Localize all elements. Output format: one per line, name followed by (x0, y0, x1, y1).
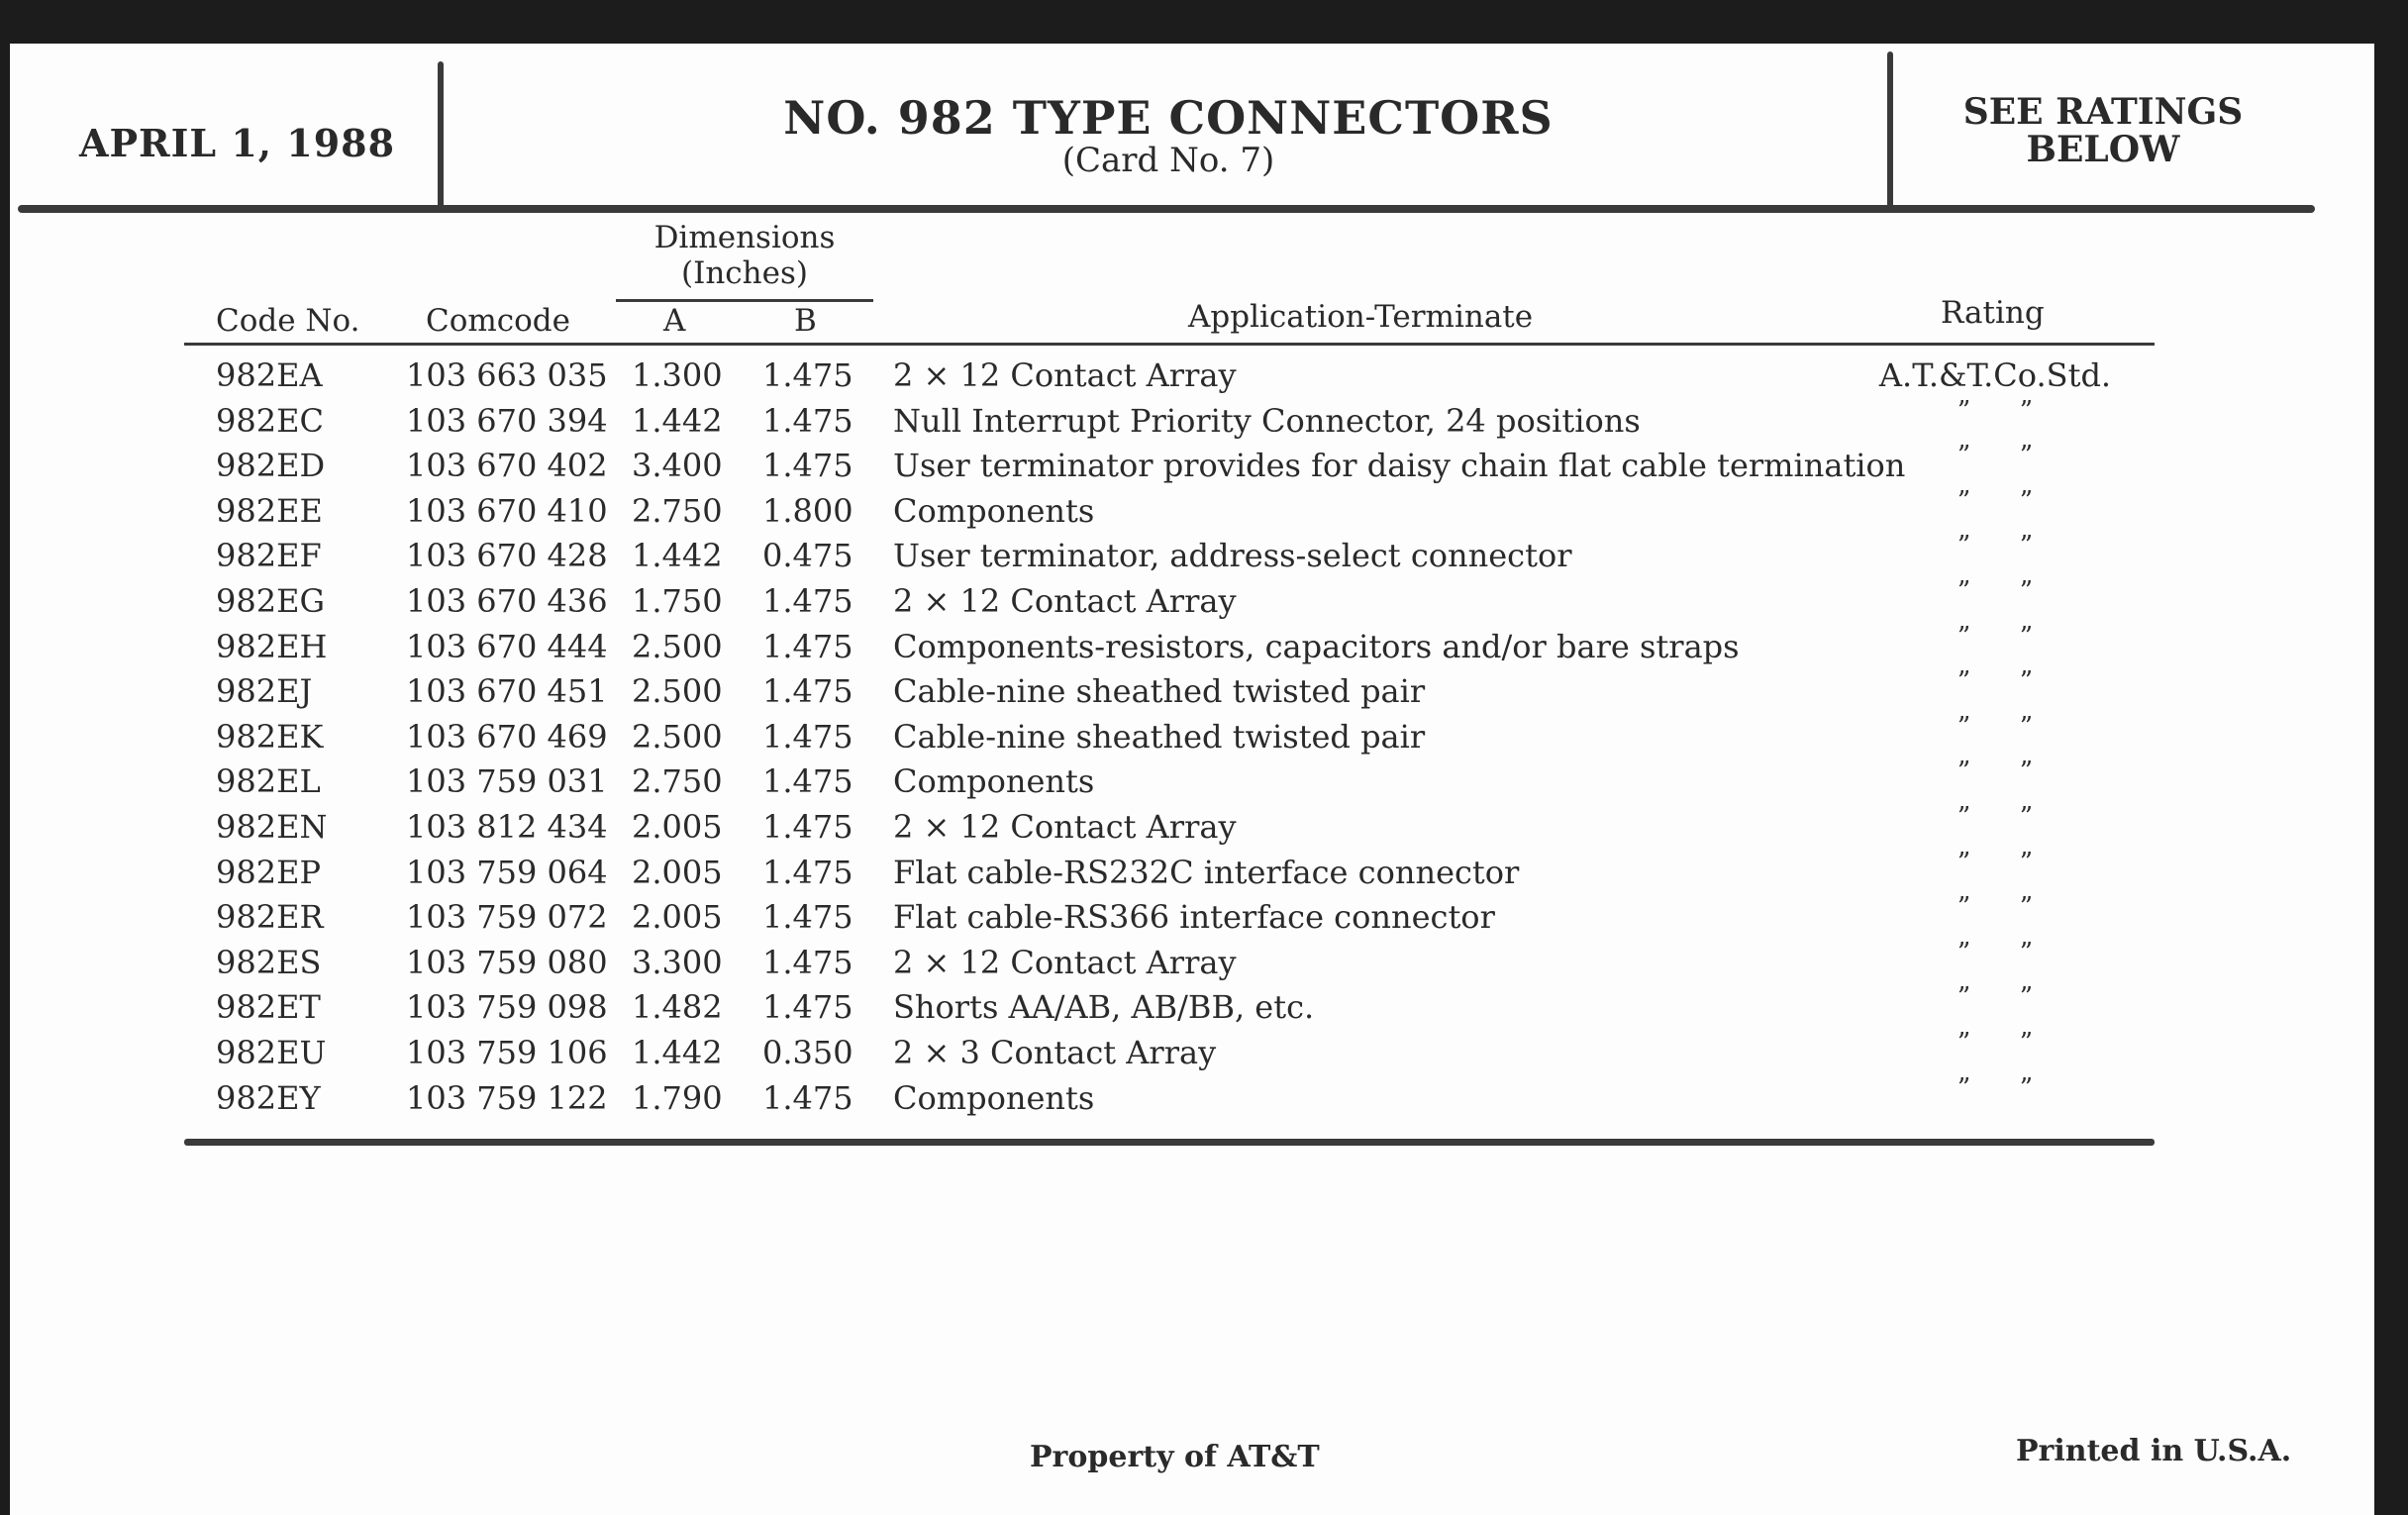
cell-comcode: 103 759 031 (406, 762, 608, 801)
cell-comcode: 103 759 106 (406, 1034, 608, 1071)
table-row (10, 531, 2374, 580)
cell-application: Null Interrupt Priority Connector, 24 positions (893, 401, 1641, 440)
cell-application: Cable-nine sheathed twisted pair (893, 672, 1426, 711)
cell-rating: ” ” (1956, 802, 2034, 832)
cell-code: 982ES (216, 943, 322, 981)
cell-rating: ” ” (1956, 576, 2034, 606)
cell-b: 1.475 (762, 401, 853, 440)
cell-code: 982EL (216, 762, 321, 801)
cell-application: Shorts AA/AB, AB/BB, etc. (893, 988, 1315, 1027)
table-row (10, 356, 2374, 400)
cell-comcode: 103 670 402 (406, 447, 608, 485)
table-row (10, 576, 2374, 626)
cell-comcode: 103 759 072 (406, 898, 608, 937)
card-number: (Card No. 7) (1061, 141, 1275, 180)
cell-code: 982EP (216, 853, 321, 891)
cell-rating: ” ” (1956, 395, 2034, 426)
table-row (10, 892, 2374, 942)
cell-code: 982EK (216, 717, 324, 756)
table-row (10, 802, 2374, 852)
cell-a: 2.750 (632, 491, 723, 530)
cell-application: 2 × 12 Contact Array (893, 582, 1237, 620)
table-row (10, 757, 2374, 806)
cell-comcode: 103 670 436 (406, 582, 608, 620)
header-divider-left (438, 61, 444, 210)
cell-b: 1.475 (762, 853, 853, 891)
page-title: NO. 982 TYPE CONNECTORS (783, 91, 1554, 145)
cell-a: 1.442 (632, 1034, 723, 1071)
cell-code: 982EG (216, 582, 325, 620)
cell-b: 0.475 (762, 537, 853, 575)
cell-application: 2 × 3 Contact Array (893, 1034, 1217, 1071)
cell-comcode: 103 759 064 (406, 853, 608, 891)
cell-a: 2.005 (632, 898, 723, 937)
cell-application: Flat cable-RS232C interface connector (893, 853, 1520, 891)
cell-a: 1.482 (632, 988, 723, 1027)
cell-comcode: 103 670 410 (406, 491, 608, 530)
cell-rating: ” ” (1956, 847, 2034, 877)
card-date: APRIL 1, 1988 (79, 121, 396, 165)
cell-b: 1.475 (762, 988, 853, 1027)
cell-code: 982EF (216, 537, 322, 575)
col-header-code: Code No. (216, 303, 360, 339)
cell-code: 982EC (216, 401, 324, 440)
table-row (10, 485, 2374, 536)
cell-application: Components (893, 1078, 1095, 1117)
cell-b: 0.350 (762, 1034, 853, 1071)
table-row (10, 441, 2374, 490)
ratings-note-line2: BELOW (2026, 129, 2180, 170)
cell-b: 1.475 (762, 717, 853, 756)
cell-application: Components-resistors, capacitors and/or bare straps (893, 627, 1740, 665)
cell-code: 982EY (216, 1078, 321, 1117)
cell-rating: ” ” (1956, 666, 2034, 697)
table-row (10, 395, 2374, 446)
table-row (10, 666, 2374, 716)
cell-b: 1.475 (762, 356, 853, 394)
cell-code: 982EJ (216, 672, 313, 711)
cell-a: 1.442 (632, 401, 723, 440)
cell-comcode: 103 670 451 (406, 672, 608, 711)
cell-rating: ” ” (1956, 485, 2034, 516)
footer-printed: Printed in U.S.A. (2016, 1434, 2292, 1468)
cell-code: 982EH (216, 627, 328, 665)
cell-b: 1.475 (762, 582, 853, 620)
cell-b: 1.475 (762, 672, 853, 711)
col-header-rating: Rating (1941, 295, 2045, 331)
cell-application: Components (893, 491, 1095, 530)
cell-comcode: 103 812 434 (406, 808, 608, 846)
cell-rating: ” ” (1956, 937, 2034, 967)
cell-code: 982EN (216, 808, 328, 846)
col-header-comcode: Comcode (426, 303, 570, 339)
col-header-b: B (794, 303, 817, 339)
cell-b: 1.475 (762, 808, 853, 846)
cell-b: 1.475 (762, 943, 853, 981)
cell-code: 982EA (216, 356, 323, 394)
cell-b: 1.475 (762, 1078, 853, 1117)
cell-rating: ” ” (1956, 441, 2034, 471)
cell-a: 2.005 (632, 853, 723, 891)
cell-application: 2 × 12 Contact Array (893, 943, 1237, 981)
table-row (10, 847, 2374, 897)
ratings-note (1895, 93, 2311, 168)
cell-rating: ” ” (1956, 1072, 2034, 1103)
header-divider-right (1887, 51, 1893, 208)
cell-code: 982ED (216, 447, 326, 485)
table-row (10, 711, 2374, 761)
cell-application: Components (893, 762, 1095, 801)
cell-a: 1.750 (632, 582, 723, 620)
cell-a: 1.442 (632, 537, 723, 575)
cell-a: 2.750 (632, 762, 723, 801)
cell-rating: ” ” (1956, 1028, 2034, 1058)
col-header-a: A (663, 303, 686, 339)
cell-comcode: 103 663 035 (406, 356, 608, 394)
cell-a: 2.005 (632, 808, 723, 846)
cell-b: 1.475 (762, 898, 853, 937)
table-row (10, 982, 2374, 1032)
cell-comcode: 103 759 098 (406, 988, 608, 1027)
cell-comcode: 103 759 080 (406, 943, 608, 981)
cell-comcode: 103 670 469 (406, 717, 608, 756)
cell-rating: ” ” (1956, 711, 2034, 742)
cell-rating: ” ” (1956, 757, 2034, 787)
cell-comcode: 103 670 394 (406, 401, 608, 440)
cell-application: User terminator, address-select connector (893, 537, 1572, 575)
cell-b: 1.475 (762, 762, 853, 801)
cell-code: 982EU (216, 1034, 327, 1071)
cell-b: 1.475 (762, 627, 853, 665)
cell-b: 1.800 (762, 491, 853, 530)
cell-comcode: 103 670 428 (406, 537, 608, 575)
cell-comcode: 103 670 444 (406, 627, 608, 665)
cell-code: 982ET (216, 988, 321, 1027)
table-row (10, 1072, 2374, 1123)
table-row (10, 621, 2374, 671)
cell-rating: A.T.&T.Co.Std. (1878, 356, 2112, 394)
table-row (10, 1028, 2374, 1077)
cell-a: 1.300 (632, 356, 723, 394)
cell-b: 1.475 (762, 447, 853, 485)
footer-property: Property of AT&T (1030, 1440, 1320, 1474)
cell-code: 982EE (216, 491, 323, 530)
dimensions-rule (616, 299, 873, 302)
cell-application: Flat cable-RS366 interface connector (893, 898, 1495, 937)
cell-code: 982ER (216, 898, 324, 937)
table-header-rule (184, 343, 2155, 346)
cell-rating: ” ” (1956, 982, 2034, 1013)
cell-rating: ” ” (1956, 621, 2034, 652)
cell-a: 2.500 (632, 717, 723, 756)
cell-application: 2 × 12 Contact Array (893, 808, 1237, 846)
cell-comcode: 103 759 122 (406, 1078, 608, 1117)
cell-a: 2.500 (632, 672, 723, 711)
cell-a: 2.500 (632, 627, 723, 665)
cell-a: 1.790 (632, 1078, 723, 1117)
cell-application: 2 × 12 Contact Array (893, 356, 1237, 394)
catalog-card (10, 44, 2374, 1515)
ratings-note-line1: SEE RATINGS (1962, 91, 2244, 133)
cell-application: User terminator provides for daisy chain flat cable termination (893, 447, 1906, 485)
header-rule (18, 205, 2315, 213)
table-bottom-rule (184, 1139, 2155, 1146)
cell-a: 3.400 (632, 447, 723, 485)
cell-application: Cable-nine sheathed twisted pair (893, 717, 1426, 756)
cell-rating: ” ” (1956, 892, 2034, 923)
col-header-dimensions: Dimensions (653, 220, 836, 255)
cell-rating: ” ” (1956, 531, 2034, 561)
col-header-application: Application-Terminate (1188, 299, 1534, 335)
table-row (10, 937, 2374, 987)
cell-a: 3.300 (632, 943, 723, 981)
col-header-dimensions-units: (Inches) (681, 255, 808, 291)
